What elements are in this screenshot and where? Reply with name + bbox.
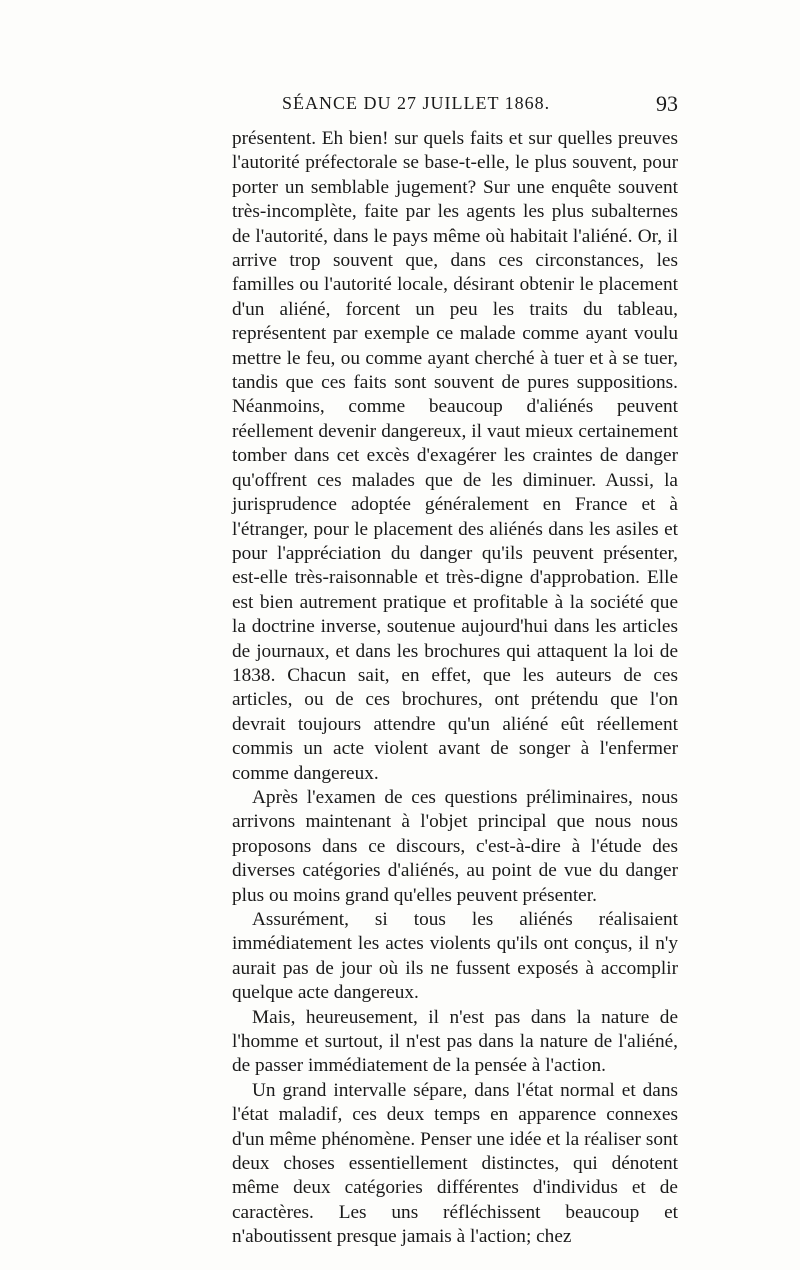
paragraph-5: Un grand intervalle sépare, dans l'état normal et dans l'état maladif, ces deux temps en apparence connexes d'un même phénomène. Penser une idée et la réaliser sont deux choses essentiellement distinctes, qui dénotent même deux catégories différentes d'individus et de caractères. Les uns réfléchissent beaucoup et n'aboutissent presque jamais à l'action; chez <box>232 1079 678 1248</box>
paragraph-4: Mais, heureusement, il n'est pas dans la nature de l'homme et surtout, il n'est pas dans la nature de l'aliéné, de passer immédiatement de la pensée à l'action. <box>232 1006 678 1077</box>
running-head <box>232 93 678 117</box>
paragraph-2: Après l'examen de ces questions préliminaires, nous arrivons maintenant à l'objet principal que nous nous proposons dans ce discours, c'est-à-dire à l'étude des diverses catégories d'aliénés, au point de vue du danger plus ou moins grand qu'elles peuvent présenter. <box>232 786 678 906</box>
page-number: 93 <box>656 91 678 116</box>
paragraph-1: présentent. Eh bien! sur quels faits et sur quelles preuves l'autorité préfectorale se base-t-elle, le plus souvent, pour porter un semblable jugement? Sur une enquête souvent très-incomplète, faite par les agents les plus subalternes de l'autorité, dans le pays même où habitait l'aliéné. Or, il arrive trop souvent que, dans ces circonstances, les familles ou l'autorité locale, désirant obtenir le placement d'un aliéné, forcent un peu les traits du tableau, représentent par exemple ce malade comme ayant voulu mettre le feu, ou comme ayant cherché à tuer et à se tuer, tandis que ces faits sont souvent de pures suppositions. Néanmoins, comme beaucoup d'aliénés peuvent réellement devenir dangereux, il vaut mieux certainement tomber dans cet excès d'exagérer les craintes de danger qu'offrent ces malades que de les diminuer. Aussi, la jurisprudence adoptée généralement en France et à l'étranger, pour le placement des aliénés dans les asiles et pour l'appréciation du danger qu'ils peuvent présenter, est-elle très-raisonnable et très-digne d'approbation. Elle est bien autrement pratique et profitable à la société que la doctrine inverse, soutenue aujourd'hui dans les articles de journaux, et dans les brochures qui attaquent la loi de 1838. Chacun sait, en effet, que les auteurs de ces articles, ou de ces brochures, ont prétendu que l'on devrait toujours attendre qu'un aliéné eût réellement commis un acte violent avant de songer à l'enfermer comme dangereux. <box>232 128 678 784</box>
running-title: SÉANCE DU 27 JUILLET 1868. <box>282 93 551 113</box>
paragraph-3: Assurément, si tous les aliénés réalisaient immédiatement les actes violents qu'ils ont conçus, il n'y aurait pas de jour où ils ne fussent exposés à accomplir quelque acte dangereux. <box>232 909 678 1004</box>
body-text <box>232 127 678 1250</box>
